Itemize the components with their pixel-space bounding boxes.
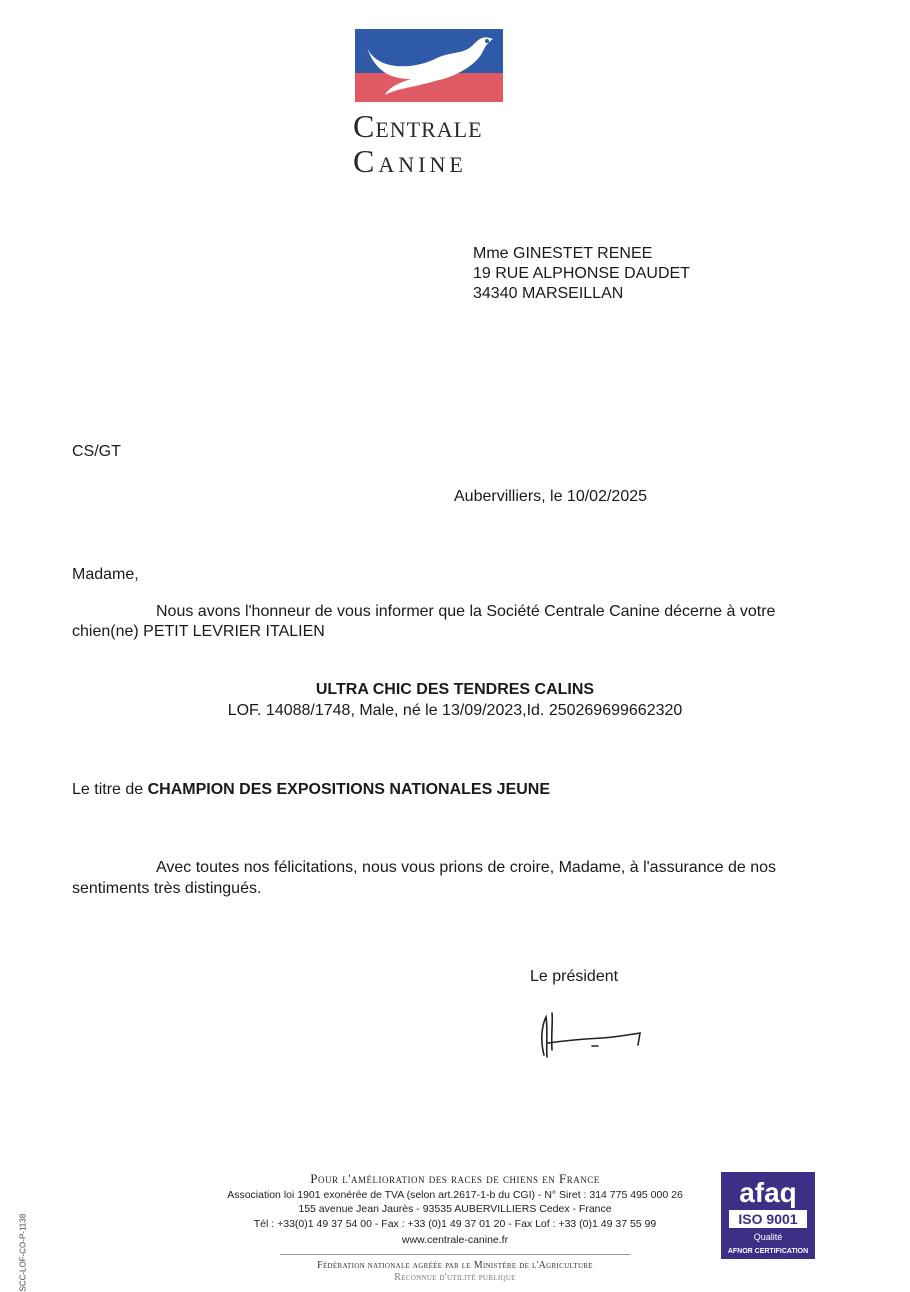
salutation: Madame, — [72, 566, 139, 583]
dog-logo-icon — [355, 29, 503, 102]
intro-line-1: Nous avons l'honneur de vous informer que la Société Centrale Canine décerne à votre — [156, 603, 776, 620]
closing-line-2: sentiments très distingués. — [72, 880, 262, 897]
title-prefix: Le titre de — [72, 781, 148, 798]
footer-divider — [280, 1254, 630, 1255]
quality-text: Qualité — [753, 1232, 783, 1242]
intro-line-2: chien(ne) PETIT LEVRIER ITALIEN — [72, 623, 325, 640]
dog-details: LOF. 14088/1748, Male, né le 13/09/2023,Id. 250269699662320 — [227, 702, 683, 719]
footer-phone-fax: Tél : +33(0)1 49 37 54 00 - Fax : +33 (0)1 49 37 01 20 - Fax Lof : +33 (0)1 49 37 55 99 — [253, 1218, 657, 1230]
recipient-name: Mme GINESTET RENEE — [473, 245, 653, 262]
afaq-brand-text: afaq — [739, 1177, 797, 1208]
footer-website[interactable]: www.centrale-canine.fr — [401, 1234, 509, 1246]
dog-name: ULTRA CHIC DES TENDRES CALINS — [315, 681, 595, 698]
recipient-street: 19 RUE ALPHONSE DAUDET — [473, 265, 690, 282]
title-value: CHAMPION DES EXPOSITIONS NATIONALES JEUNE — [147, 781, 551, 798]
centrale-canine-logo — [355, 29, 503, 102]
afaq-iso-badge — [721, 1172, 815, 1259]
footer-association: Association loi 1901 exonérée de TVA (selon art.2617-1-b du CGI) - N° Siret : 314 775 495 000 26 — [227, 1189, 683, 1201]
reference-code: CS/GT — [72, 443, 121, 460]
recipient-city: 34340 MARSEILLAN — [473, 285, 624, 302]
footer-address: 155 avenue Jean Jaurès - 93535 AUBERVILLIERS Cedex - France — [298, 1203, 612, 1215]
iso-standard-text: ISO 9001 — [738, 1211, 798, 1227]
afnor-certification-text: AFNOR CERTIFICATION — [727, 1248, 809, 1255]
date-line: Aubervilliers, le 10/02/2025 — [454, 488, 648, 505]
logo-text-centrale: Centrale — [353, 108, 483, 144]
closing-line-1: Avec toutes nos félicitations, nous vous prions de croire, Madame, à l'assurance de nos — [156, 859, 776, 876]
footer-recognition: Reconnue d'utilité publique — [394, 1272, 516, 1283]
title-line — [72, 780, 550, 800]
footer-tagline: Pour l'amélioration des races de chiens en France — [310, 1171, 600, 1186]
footer-federation: Fédération nationale agréée par le Ministère de l'Agriculture — [317, 1260, 593, 1271]
signature-label: Le président — [530, 968, 619, 985]
handwritten-signature — [532, 1005, 647, 1070]
side-document-code: SCC-LOF-CO-P-1138 — [18, 1213, 28, 1292]
logo-text-canine: Canine — [353, 143, 467, 179]
